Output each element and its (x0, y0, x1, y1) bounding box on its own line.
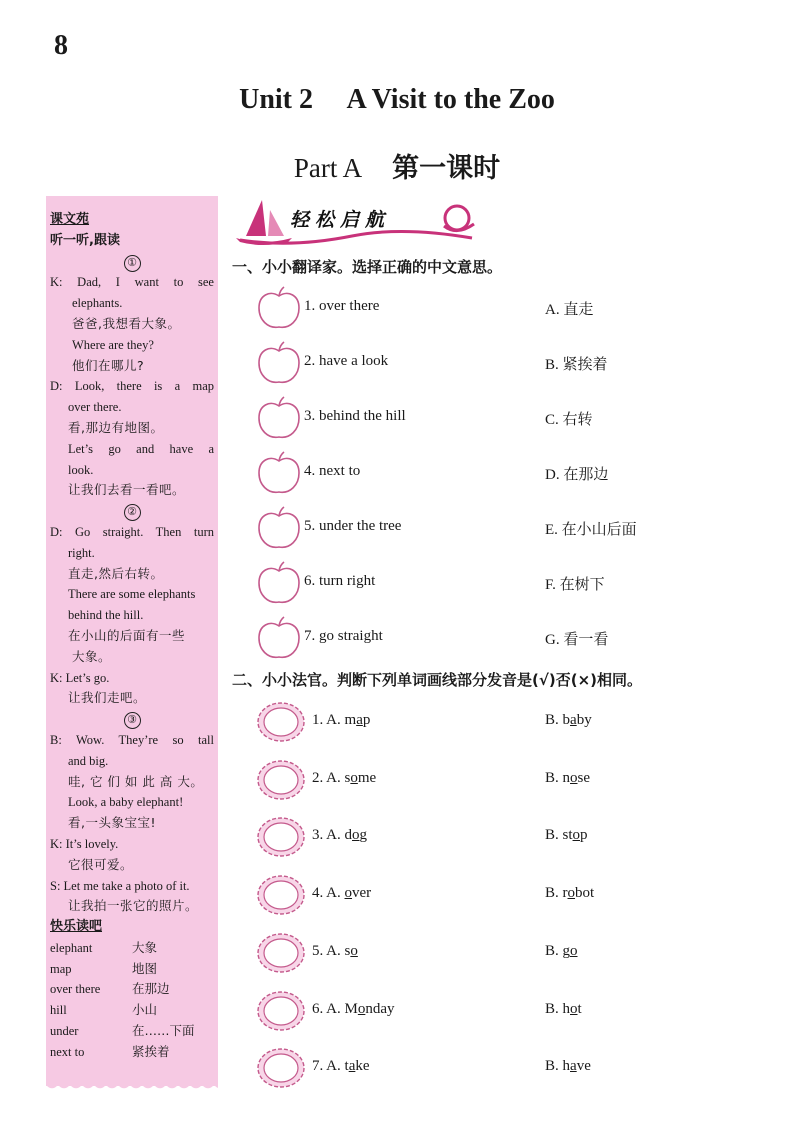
answer-option (545, 298, 593, 319)
word (563, 712, 592, 728)
option-letter: B. (545, 712, 563, 728)
word-part: M (344, 1000, 358, 1017)
apple-answer-icon[interactable] (256, 561, 302, 607)
vocab-list (50, 938, 214, 1063)
item-number: 4. A. (312, 885, 345, 902)
vocab-meaning: 地图 (132, 960, 158, 976)
word-b (545, 943, 578, 960)
scallop-edge (46, 1082, 218, 1094)
flower-answer-icon[interactable] (256, 815, 306, 859)
dialogue-line: 大象。 (72, 648, 112, 664)
word-part: p (362, 712, 371, 728)
item-number: 2. A. (312, 769, 345, 786)
judge-row (256, 700, 776, 744)
vocab-row (50, 1000, 214, 1021)
dialogue-line: look. (68, 462, 94, 477)
dialogue-line: B: Wow. They’re so tall (50, 732, 214, 747)
dialogue-line: D: Look, there is a map (50, 379, 214, 394)
apple-answer-icon[interactable] (256, 341, 302, 387)
underlined-letters: o (352, 827, 360, 844)
section-number (50, 252, 214, 273)
section2-title: 二、小小法官。判断下列单词画线部分发音是(√)否(×)相同。 (232, 671, 642, 689)
underlined-letters: o (572, 827, 581, 844)
flower-answer-icon[interactable] (256, 931, 306, 975)
word-part: st (562, 827, 573, 844)
option-text: 右转 (562, 410, 593, 428)
underlined-letters: a (570, 712, 577, 728)
dialogue-line: 爸爸,我想看大象。 (72, 315, 181, 331)
vocab-row (50, 1042, 214, 1063)
dialogue-line: 让我们走吧。 (68, 690, 147, 706)
word (563, 1001, 582, 1017)
word-part: me (357, 769, 377, 786)
flower-answer-icon[interactable] (256, 1046, 306, 1090)
dialogue-line: 看,那边有地图。 (68, 419, 164, 435)
option-letter: C. (545, 412, 563, 428)
dialogue-line: S: Let me take a photo of it. (50, 878, 190, 893)
dialogue-line: Where are they? (72, 337, 154, 352)
option-letter: A. (545, 302, 564, 318)
word (563, 770, 591, 786)
dialogue-line: 它很可爱。 (68, 856, 134, 872)
judge-row (256, 758, 776, 802)
section-number (50, 501, 214, 522)
word-part: t (344, 1058, 349, 1075)
word-b (545, 885, 594, 902)
option-letter: B. (545, 942, 563, 959)
question-row (256, 286, 776, 330)
option-text: 在那边 (563, 465, 609, 483)
dialogue-line: 哇, 它 们 如 此 高 大。 (68, 773, 204, 789)
item-number: 5. A. (312, 942, 345, 959)
dialogue-line: 让我们去看一看吧。 (68, 482, 186, 498)
section-number-circle: ② (124, 504, 141, 521)
option-text: 在小山后面 (561, 520, 637, 538)
part-label: Part A (293, 153, 363, 183)
word-a (312, 1001, 395, 1018)
question-row (256, 396, 776, 440)
word-a (312, 1058, 370, 1075)
option-text: 在树下 (559, 575, 605, 593)
vocab-word: over there (50, 982, 101, 997)
unit-title: Unit 2 A Visit to the Zoo (239, 84, 555, 115)
underlined-letters: o (570, 1000, 578, 1017)
word-part: r (562, 885, 568, 902)
word-part: p (580, 827, 588, 844)
flower-answer-icon[interactable] (256, 758, 306, 802)
question-text: 2. have a look (304, 353, 389, 369)
question-text: 6. turn right (304, 573, 376, 589)
word-part: g (562, 942, 571, 959)
underlined-letters: o (350, 942, 358, 959)
vocab-meaning: 紧挨着 (132, 1043, 170, 1059)
word-part: h (562, 1058, 571, 1075)
word (563, 1058, 591, 1074)
answer-option (545, 518, 637, 539)
item-number: 3. A. (312, 827, 345, 844)
apple-answer-icon[interactable] (256, 451, 302, 497)
underlined-letters: o (567, 885, 576, 902)
dialogue-line: 直走,然后右转。 (68, 565, 164, 581)
item-number: 7. A. (312, 1058, 345, 1075)
question-text: 3. behind the hill (304, 408, 406, 424)
option-text: 看一看 (563, 630, 609, 648)
section-number (50, 709, 214, 730)
underlined-letters: o (344, 885, 353, 902)
vocab-meaning: 在那边 (132, 981, 170, 997)
vocab-word: map (50, 961, 72, 976)
question-row (256, 506, 776, 550)
banner-title: 轻松启航 (290, 209, 391, 231)
flower-answer-icon[interactable] (256, 700, 306, 744)
dialogue-line: K: It’s lovely. (50, 836, 119, 851)
word-a (312, 712, 370, 729)
word (563, 885, 595, 901)
part-subtitle: 第一课时 (392, 153, 501, 184)
vocab-meaning: 大象 (132, 939, 158, 955)
vocab-meaning: 小山 (132, 1002, 158, 1018)
dialogue-line: 看,一头象宝宝! (68, 815, 156, 831)
dialogue-line: There are some elephants (68, 587, 196, 602)
word-part: n (562, 769, 571, 786)
flower-answer-icon[interactable] (256, 989, 306, 1033)
judge-row (256, 815, 776, 859)
word-part: t (577, 1000, 582, 1017)
judge-row (256, 989, 776, 1033)
sidebar-text-panel (46, 196, 218, 1086)
option-letter: B. (545, 1058, 563, 1075)
word (345, 943, 358, 959)
word-part: d (344, 827, 353, 844)
section-number-circle: ① (124, 255, 141, 272)
apple-answer-icon[interactable] (256, 286, 302, 332)
word (563, 943, 578, 959)
dialogue-line: and big. (68, 753, 109, 768)
vocab-word: elephant (50, 940, 93, 955)
option-text: 直走 (563, 300, 594, 318)
option-letter: B. (545, 357, 563, 373)
word (563, 827, 588, 843)
question-row (256, 451, 776, 495)
dialogue-line: over there. (68, 400, 122, 415)
option-text: 紧挨着 (562, 355, 608, 373)
word-part: bot (575, 885, 595, 902)
question-text: 5. under the tree (304, 518, 402, 534)
underlined-letters: a (570, 1058, 577, 1075)
dialogue-line: K: Let’s go. (50, 670, 110, 685)
page-number: 8 (54, 30, 68, 61)
word-a (312, 770, 376, 787)
word-part: nday (365, 1000, 395, 1017)
word-a (312, 885, 371, 902)
underlined-letters: a (348, 1058, 356, 1075)
dialogue-line: 他们在哪儿? (72, 357, 145, 373)
option-letter: G. (545, 632, 564, 648)
item-number: 1. A. (312, 712, 345, 728)
underlined-letters: a (356, 712, 363, 728)
word-part: s (344, 942, 351, 959)
vocab-row (50, 979, 214, 1000)
part-title (0, 146, 794, 185)
word-part: se (577, 769, 591, 786)
vocab-row (50, 1021, 214, 1042)
word (345, 1058, 370, 1074)
word-b (545, 1001, 582, 1018)
judge-row (256, 931, 776, 975)
word-part: ve (576, 1058, 591, 1075)
word-part: by (576, 712, 592, 728)
dialogue-line: 在小山的后面有一些 (68, 627, 186, 643)
vocab-heading: 快乐读吧 (50, 919, 103, 935)
word (345, 770, 377, 786)
underlined-letters: o (570, 769, 578, 786)
sidebar-subheading: 听一听,跟读 (50, 232, 120, 248)
question-row (256, 616, 776, 660)
word-b (545, 1058, 591, 1075)
question-text: 7. go straight (304, 628, 383, 644)
answer-option (545, 573, 605, 594)
answer-option (545, 408, 593, 429)
judge-row (256, 1046, 776, 1090)
word (345, 712, 371, 728)
underlined-letters: o (570, 942, 578, 959)
word (345, 885, 372, 901)
word-part: b (562, 712, 571, 728)
word-part: ke (355, 1058, 370, 1075)
question-text: 4. next to (304, 463, 361, 479)
option-letter: B. (545, 1000, 563, 1017)
judge-row (256, 873, 776, 917)
answer-option (545, 463, 608, 484)
word-part: s (344, 769, 351, 786)
word-a (312, 943, 358, 960)
word-a (312, 827, 367, 844)
word-part: g (359, 827, 368, 844)
dialogue-line: Let’s go and have a (68, 441, 214, 456)
answer-option (545, 628, 608, 649)
vocab-word: hill (50, 1003, 67, 1018)
option-letter: B. (545, 827, 563, 844)
word-part: m (344, 712, 357, 728)
word-b (545, 712, 592, 729)
apple-answer-icon[interactable] (256, 506, 302, 552)
dialogue (50, 252, 214, 918)
dialogue-line: elephants. (72, 296, 123, 311)
answer-option (545, 353, 608, 374)
underlined-letters: o (357, 1000, 366, 1017)
option-letter: F. (545, 577, 560, 593)
option-letter: E. (545, 522, 562, 538)
question-row (256, 341, 776, 385)
word-part: ver (352, 885, 372, 902)
vocab-row (50, 959, 214, 980)
vocab-word: under (50, 1024, 79, 1039)
word-b (545, 827, 588, 844)
option-letter: B. (545, 885, 563, 902)
vocab-word: next to (50, 1044, 85, 1059)
dialogue-line: D: Go straight. Then turn (50, 524, 214, 539)
option-letter: B. (545, 769, 563, 786)
underlined-letters: o (350, 769, 358, 786)
word (345, 827, 368, 843)
question-text: 1. over there (304, 298, 380, 314)
dialogue-line: right. (68, 545, 95, 560)
vocab-row (50, 938, 214, 959)
vocab-meaning: 在……下面 (132, 1023, 195, 1039)
flower-answer-icon[interactable] (256, 873, 306, 917)
apple-answer-icon[interactable] (256, 396, 302, 442)
apple-answer-icon[interactable] (256, 616, 302, 662)
dialogue-line: 让我拍一张它的照片。 (68, 898, 199, 914)
dialogue-line: behind the hill. (68, 608, 144, 623)
sidebar-heading: 课文苑 (50, 212, 90, 227)
dialogue-line: Look, a baby elephant! (68, 795, 184, 810)
section-number-circle: ③ (124, 712, 141, 729)
word (345, 1001, 395, 1017)
section1-title: 一、小小翻译家。选择正确的中文意思。 (232, 258, 503, 276)
word-part: h (562, 1000, 571, 1017)
question-row (256, 561, 776, 605)
word-b (545, 770, 590, 787)
item-number: 6. A. (312, 1000, 345, 1017)
option-letter: D. (545, 467, 564, 483)
dialogue-line: K: Dad, I want to see (50, 275, 214, 290)
